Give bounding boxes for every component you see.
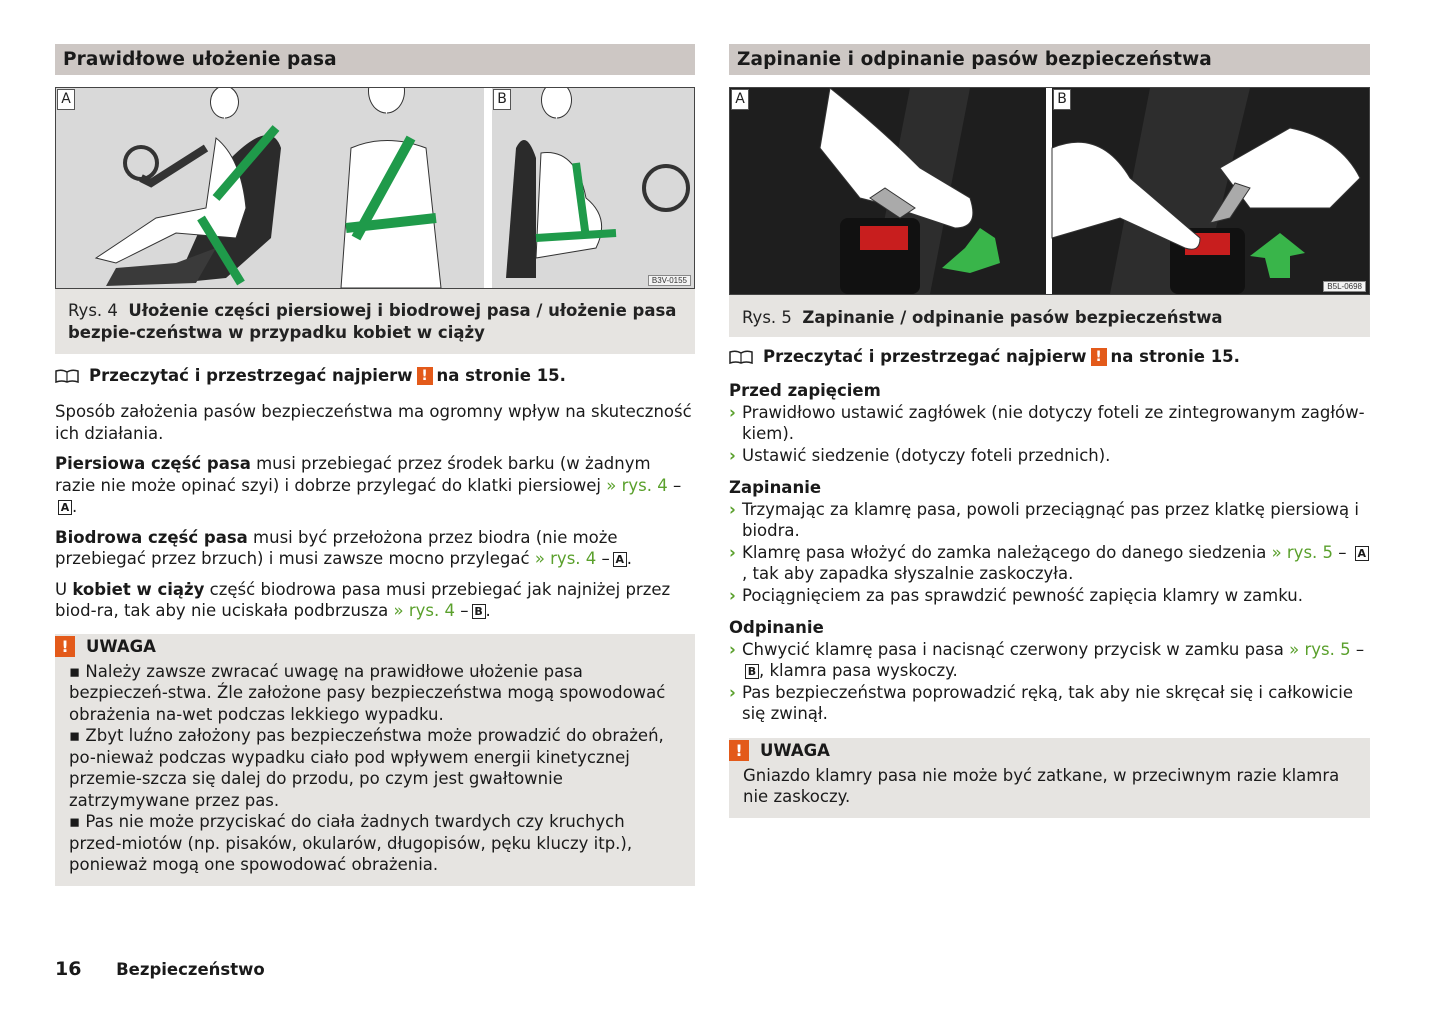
read-first-page-link[interactable]: 15. bbox=[536, 366, 566, 385]
step-item bbox=[729, 402, 1370, 445]
warning-icon: ! bbox=[417, 367, 433, 385]
read-first-text: Przeczytać i przestrzegać najpierw bbox=[89, 366, 413, 385]
figure-part-marker: B bbox=[472, 604, 486, 619]
step-text: Pociągnięciem za pas sprawdzić pewność zapięcia klamry w zamku. bbox=[742, 585, 1303, 605]
read-first-note bbox=[729, 347, 1370, 366]
warning-item: ▪ Należy zawsze zwracać uwagę na prawidłowe ułożenie pasa bezpieczeń-stwa. Źle założone pasy bezpieczeństwa mogą spowodować obrażenia na-wet podczas lekkiego wypadku. bbox=[69, 661, 666, 724]
figure-label-a: A bbox=[731, 89, 749, 110]
chest-belt-paragraph bbox=[55, 453, 695, 518]
step-item bbox=[729, 682, 1370, 725]
figure-label-b: B bbox=[493, 89, 511, 110]
subheading-before: Przed zapięciem bbox=[729, 381, 881, 400]
step-body: Klamrę pasa włożyć do zamka należącego do danego siedzenia bbox=[742, 542, 1267, 562]
warning-icon: ! bbox=[55, 636, 75, 657]
dash: – bbox=[460, 601, 469, 620]
para-text: musi przebiegać przez środek barku (w żadnym razie nie może opinać szyi) i dobrze przylegać do klatki piersiowej bbox=[55, 454, 651, 495]
read-first-after: na stronie bbox=[1110, 347, 1205, 366]
section-heading-belt-position: Prawidłowe ułożenie pasa bbox=[55, 44, 695, 75]
warning-header bbox=[729, 738, 1356, 762]
figure-label-a: A bbox=[57, 89, 75, 110]
para-end: . bbox=[485, 601, 491, 620]
step-text: Chwycić klamrę pasa i nacisnąć czerwony przycisk w zamku pasa » rys. 5 – B , klamra pasa wyskoczy. bbox=[742, 639, 1365, 680]
book-icon bbox=[729, 350, 753, 364]
chevron-right-icon: › bbox=[729, 499, 736, 519]
warning-title: UWAGA bbox=[86, 637, 156, 656]
chevron-right-icon: › bbox=[729, 445, 736, 465]
read-first-text: Przeczytać i przestrzegać najpierw bbox=[763, 347, 1087, 366]
step-item bbox=[729, 445, 1370, 467]
figure-caption bbox=[55, 289, 695, 354]
buckle-illustration bbox=[730, 88, 1370, 294]
step-text: Ustawić siedzenie (dotyczy foteli przednich). bbox=[742, 445, 1111, 465]
warning-icon: ! bbox=[729, 740, 749, 761]
figure-ref-link[interactable]: » rys. 4 bbox=[606, 475, 668, 495]
step-end: , tak aby zapadka słyszalnie zaskoczyła. bbox=[742, 564, 1074, 583]
para-text: musi być przełożona przez biodra (nie może przebiegać przez brzuch) i musi zawsze mocno przylegać bbox=[55, 527, 618, 568]
para-pre: U bbox=[55, 579, 68, 599]
caption-number: Rys. 4 bbox=[68, 301, 118, 320]
step-item bbox=[729, 639, 1370, 682]
belt-position-illustration bbox=[56, 88, 695, 288]
warning-item: ▪ Zbyt luźno założony pas bezpieczeństwa może prowadzić do obrażeń, po-nieważ podczas wypadku ciało pod wpływem energii kinetycznej przemie-szcza się dalej do przodu, po czym jest gwałtownie zatrzymywane przez pas. bbox=[69, 726, 664, 810]
para-bold: kobiet w ciąży bbox=[72, 579, 205, 599]
warning-text: Gniazdo klamry pasa nie może być zatkane, w przeciwnym razie klamra nie zaskoczy. bbox=[743, 765, 1340, 806]
caption-title: Zapinanie / odpinanie pasów bezpieczeństwa bbox=[802, 308, 1223, 327]
read-first-note bbox=[55, 366, 695, 385]
para-bold: Piersiowa część pasa bbox=[55, 454, 251, 473]
read-first-page-link[interactable]: 15. bbox=[1210, 347, 1240, 366]
intro-paragraph: Sposób założenia pasów bezpieczeństwa ma ogromny wpływ na skuteczność ich działania. bbox=[55, 402, 692, 443]
figure-part-marker: A bbox=[613, 552, 627, 567]
warning-box bbox=[55, 634, 695, 886]
dash: – bbox=[601, 549, 610, 568]
caption-number: Rys. 5 bbox=[742, 308, 792, 327]
section-name: Bezpieczeństwo bbox=[116, 960, 265, 979]
figure-part-marker: A bbox=[1355, 546, 1369, 561]
subheading-unfasten: Odpinanie bbox=[729, 618, 824, 637]
figure-ref-link[interactable]: » rys. 5 bbox=[1271, 542, 1334, 562]
step-text: Prawidłowo ustawić zagłówek (nie dotyczy foteli ze zintegrowanym zagłów-kiem). bbox=[742, 402, 1365, 443]
warning-box bbox=[729, 738, 1370, 818]
left-column bbox=[55, 44, 695, 886]
lap-belt-paragraph bbox=[55, 527, 695, 570]
para-bold: Biodrowa część pasa bbox=[55, 527, 248, 547]
figure-label-b: B bbox=[1053, 89, 1071, 110]
chevron-right-icon: › bbox=[729, 585, 736, 605]
figure-5 bbox=[729, 87, 1370, 295]
caption-title: Ułożenie części piersiowej i biodrowej pasa / ułożenie pasa bezpie-czeństwa w przypadku kobiet w ciąży bbox=[68, 301, 677, 342]
read-first-after: na stronie bbox=[436, 366, 531, 385]
step-text: Pas bezpieczeństwa poprowadzić ręką, tak aby nie skręcał się i całkowicie się zwinął. bbox=[742, 682, 1354, 723]
warning-item: ▪ Pas nie może przyciskać do ciała żadnych twardych czy kruchych przed-miotów (np. pisaków, okularów, długopisów, pęku kluczy itp.), ponieważ mogą one spowodować obrażenia. bbox=[69, 812, 633, 874]
step-item bbox=[729, 499, 1370, 542]
step-item bbox=[729, 585, 1370, 607]
warning-header bbox=[55, 634, 681, 658]
step-body: Chwycić klamrę pasa i nacisnąć czerwony przycisk w zamku pasa bbox=[742, 639, 1284, 659]
chevron-right-icon: › bbox=[729, 542, 736, 562]
figure-ref-link[interactable]: » rys. 4 bbox=[393, 601, 456, 620]
right-column bbox=[729, 44, 1370, 818]
figure-4 bbox=[55, 87, 695, 289]
subheading-fasten: Zapinanie bbox=[729, 478, 822, 497]
page-number: 16 bbox=[55, 958, 82, 980]
step-item bbox=[729, 542, 1370, 585]
chevron-right-icon: › bbox=[729, 402, 736, 422]
figure-id: B3V-0155 bbox=[648, 275, 691, 286]
figure-ref-link[interactable]: » rys. 5 bbox=[1289, 639, 1351, 659]
chevron-right-icon: › bbox=[729, 682, 736, 702]
para-end: . bbox=[626, 549, 633, 568]
warning-title: UWAGA bbox=[760, 741, 830, 760]
figure-caption bbox=[729, 295, 1370, 337]
chevron-right-icon: › bbox=[729, 639, 736, 659]
dash: – bbox=[672, 475, 682, 495]
page-footer bbox=[55, 958, 265, 980]
step-end: , klamra pasa wyskoczy. bbox=[759, 661, 958, 680]
figure-part-marker: A bbox=[58, 500, 72, 515]
para-end: . bbox=[72, 497, 78, 516]
step-text: Klamrę pasa włożyć do zamka należącego do danego siedzenia » rys. 5 – A, tak aby zapadka słyszalnie zaskoczyła. bbox=[742, 542, 1370, 585]
step-text: Trzymając za klamrę pasa, powoli przeciągnąć pas przez klatkę piersiową i biodra. bbox=[742, 499, 1359, 540]
para-text: część biodrowa pasa musi przebiegać jak najniżej przez biod-ra, tak aby nie uciskała podbrzusza bbox=[55, 579, 671, 620]
pregnant-paragraph bbox=[55, 579, 695, 622]
warning-icon: ! bbox=[1091, 348, 1107, 366]
figure-ref-link[interactable]: » rys. 4 bbox=[534, 549, 597, 568]
book-icon bbox=[55, 369, 79, 383]
figure-id: B5L-0698 bbox=[1323, 281, 1366, 292]
figure-part-marker: B bbox=[745, 664, 759, 679]
section-heading-fastening: Zapinanie i odpinanie pasów bezpieczeństwa bbox=[729, 44, 1370, 75]
